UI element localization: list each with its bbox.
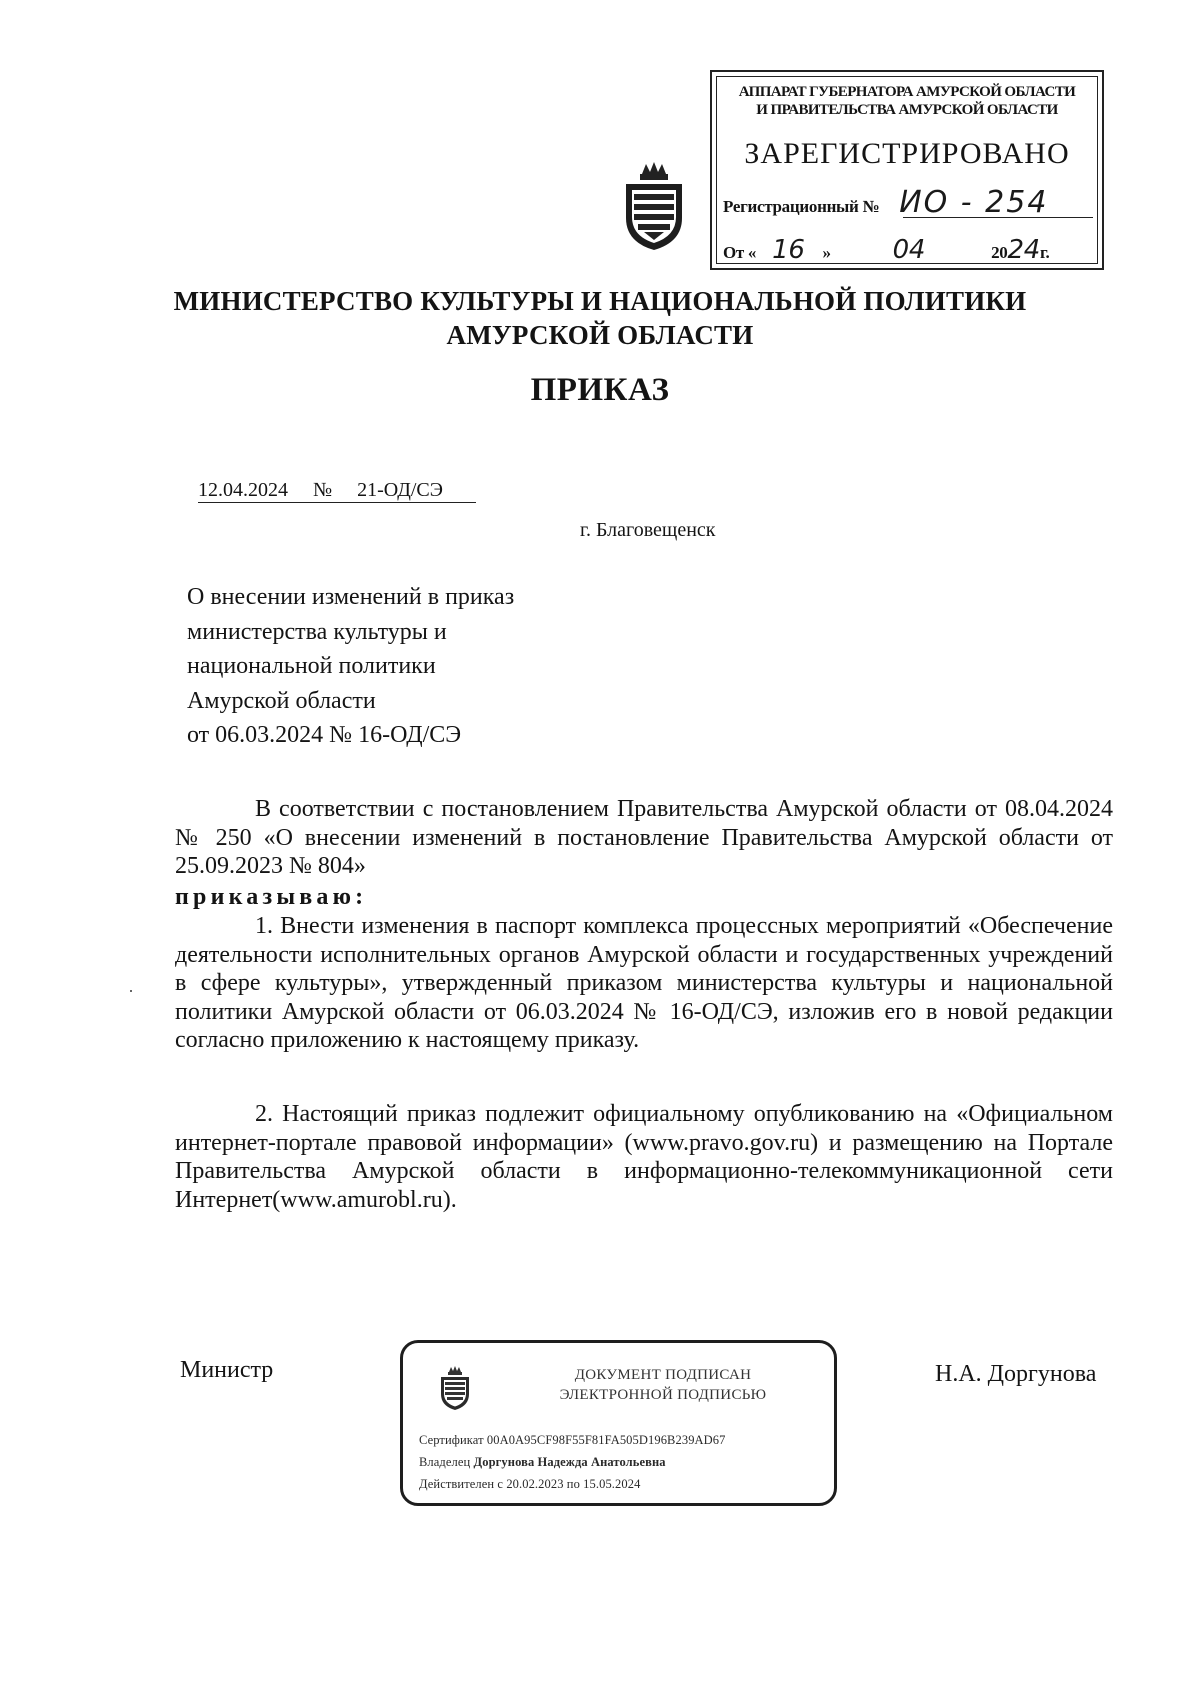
stamp-registered-label: ЗАРЕГИСТРИРОВАНО [744,137,1070,170]
order-number-sign: № [313,479,333,501]
esig-valid-to: 15.05.2024 [583,1477,641,1491]
esig-valid-to-label: по [566,1477,580,1491]
subject-line: министерства культуры и [187,618,447,645]
registration-stamp-inner-frame [716,76,1098,264]
stamp-day-underline [763,263,839,264]
city: г. Благовещенск [580,519,716,541]
order-date-number [198,479,443,502]
esig-owner [419,1455,666,1470]
esig-validity [419,1477,640,1492]
signer-name: Н.А. Доргунова [935,1361,1097,1387]
signer-position: Министр [180,1357,274,1383]
order-subject [187,580,607,753]
stamp-reg-number-value: ИО - 254 [899,185,1049,220]
subject-line: Амурской области [187,687,376,714]
stamp-reg-number-underline [903,217,1093,218]
stamp-org-line1: АППАРАТ ГУБЕРНАТОРА АМУРСКОЙ ОБЛАСТИ [738,84,1076,100]
registration-stamp [710,70,1104,270]
order-item-1: 1. Внести изменения в паспорт комплекса процессных мероприятий «Обеспечение деятельности исполнительных органов Амурской области и государственных учреждений в сфере культуры», утвержденный приказом министерства культуры и национальной политики Амурской области от 06.03.2024 № 16-ОД/СЭ, изложив его в новой редакции согласно приложению к настоящему приказу. [175,913,1113,1053]
ministry-title-line2: АМУРСКОЙ ОБЛАСТИ [446,320,754,350]
preamble-paragraph: В соответствии с постановлением Правительства Амурской области от 08.04.2024 № 250 «О внесении изменений в постановление Правительства Амурской области от 25.09.2023 № 804» [175,796,1113,879]
subject-line: О внесении изменений в приказ [187,584,515,610]
stamp-reg-number-row [723,185,1048,220]
stamp-date-sep: » [822,243,831,262]
stamp-date-row [723,235,1103,265]
ministry-title-line1: МИНИСТЕРСТВО КУЛЬТУРЫ И НАЦИОНАЛЬНОЙ ПОЛИТИКИ [173,286,1027,316]
esig-certificate-label: Сертификат [419,1433,484,1447]
orders-word: приказываю: [175,884,368,910]
stamp-date-year-mark: г. [1040,243,1050,262]
date-number-underline [198,502,476,503]
esig-title-line2: ЭЛЕКТРОННОЙ ПОДПИСЬЮ [559,1387,767,1403]
stamp-date-month: 04 [892,235,926,265]
stamp-org-line2: И ПРАВИТЕЛЬСТВА АМУРСКОЙ ОБЛАСТИ [756,102,1058,118]
stamp-year-underline [1033,263,1077,264]
coat-of-arms-icon [620,160,688,252]
document-type: ПРИКАЗ [530,372,670,408]
stamp-date-year-suffix: 24 [1007,235,1040,265]
stamp-date-from-label: От « [723,243,757,262]
order-date: 12.04.2024 [198,479,288,501]
order-number: 21-ОД/СЭ [357,479,443,501]
esig-valid-label: Действителен с [419,1477,504,1491]
esig-valid-from: 20.02.2023 [506,1477,564,1491]
stamp-date-year-prefix: 20 [991,243,1008,262]
electronic-signature-stamp [400,1340,837,1506]
subject-line: национальной политики [187,653,436,679]
esig-title-line1: ДОКУМЕНТ ПОДПИСАН [574,1367,752,1383]
scan-speck [130,990,132,992]
esig-title [513,1365,813,1405]
order-item-2: 2. Настоящий приказ подлежит официальному опубликованию на «Официальном интернет-портале правовой информации» (www.pravo.gov.ru) и размещению на Портале Правительства Амурской области в информационно-телекоммуникационной сети Интернет(www.amurobl.ru). [175,1101,1113,1213]
coat-of-arms-icon [437,1365,473,1411]
esig-certificate-value: 00A0A95CF98F55F81FA505D196B239AD67 [486,1433,726,1447]
stamp-month-underline [867,263,1009,264]
stamp-reg-number-label: Регистрационный № [723,197,880,216]
esig-owner-label: Владелец [419,1455,471,1469]
esig-owner-value: Доргунова Надежда Анатольевна [473,1455,666,1469]
subject-line: от 06.03.2024 № 16-ОД/СЭ [187,722,462,748]
ministry-title [160,284,1040,352]
esig-certificate [419,1433,726,1448]
stamp-date-day: 16 [772,235,805,265]
